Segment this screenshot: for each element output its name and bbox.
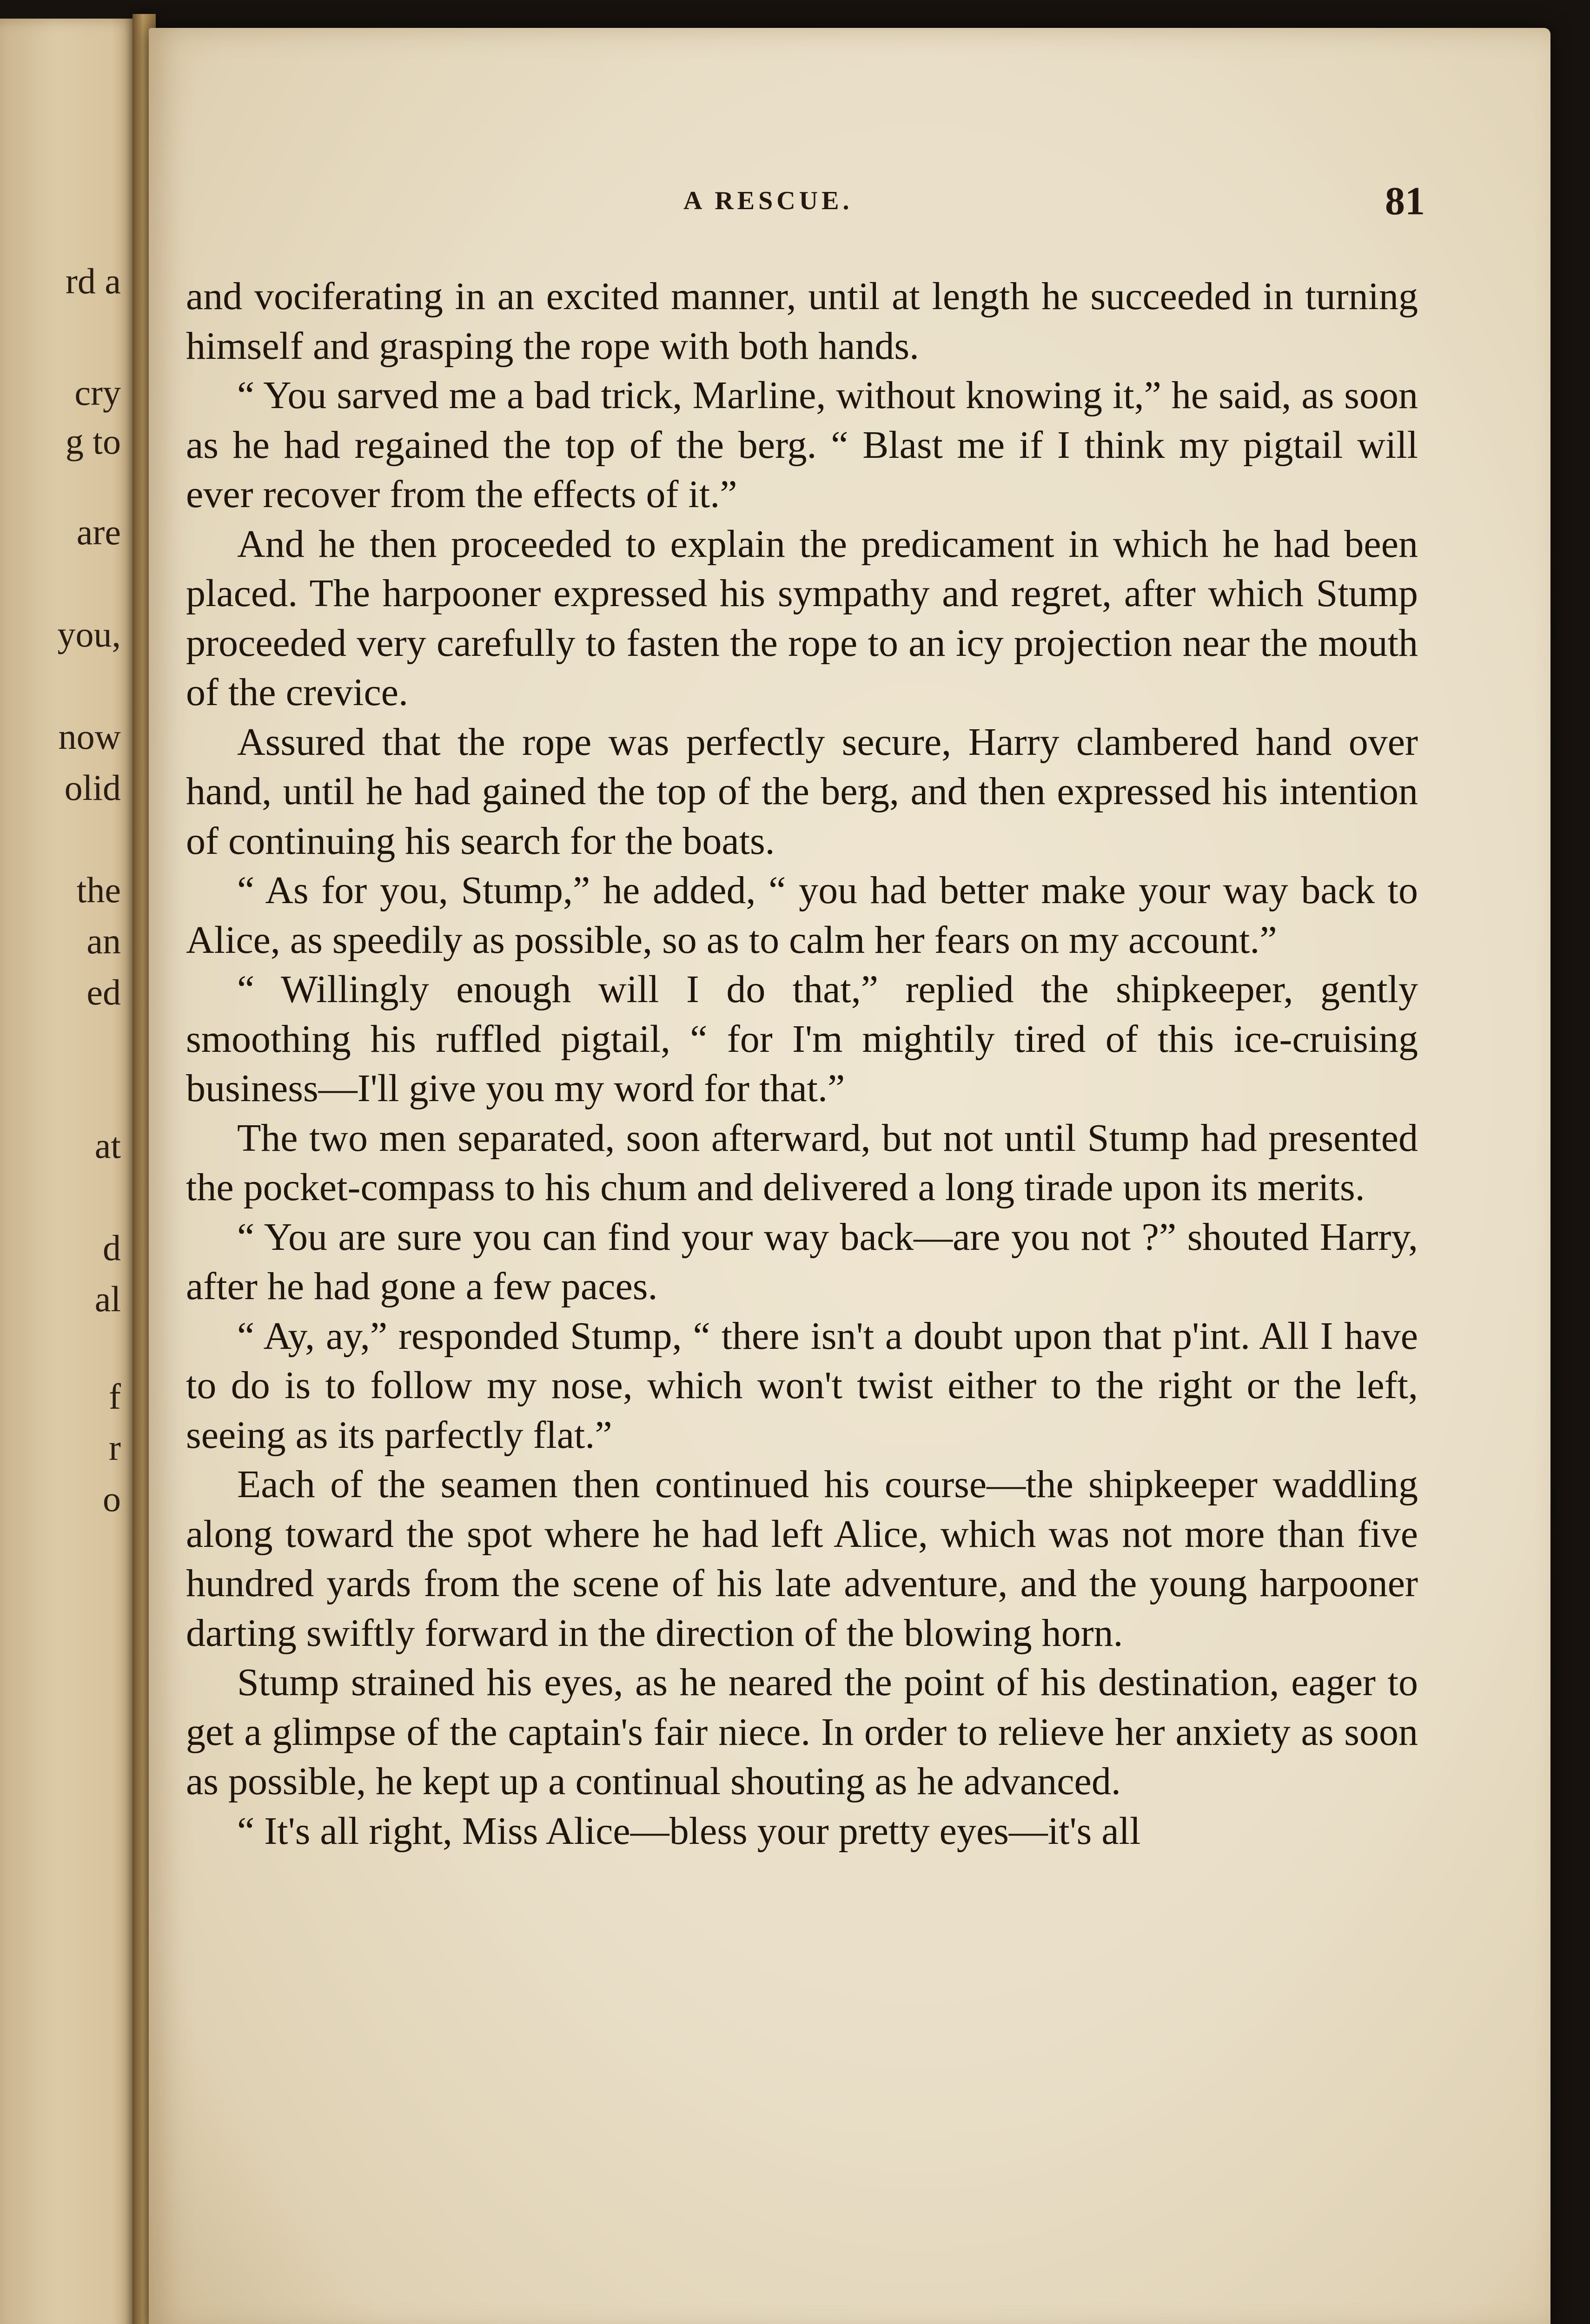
previous-page-fragment: d	[103, 1228, 121, 1268]
previous-page-fragment: are	[76, 512, 121, 552]
paragraph: Stump strained his eyes, as he neared the point of his destination, eager to get a glimpse of the captain's fair niece. In order to relieve her anxiety as soon as possible, he kept up a continual shouting as he advanced.	[186, 1661, 1418, 1803]
previous-page-fragment: o	[103, 1479, 121, 1519]
previous-page-fragment: olid	[64, 767, 121, 808]
previous-page-fragment: an	[86, 921, 121, 961]
paragraph: “ Ay, ay,” responded Stump, “ there isn't a doubt upon that p'int. All I have to do is to follow my nose, which won't twist either to the right or the left, seeing as its parfectly flat.”	[186, 1314, 1418, 1457]
running-head	[149, 178, 1550, 232]
page-number: 81	[1385, 178, 1425, 223]
previous-page-edge	[0, 19, 139, 2324]
paragraph: “ As for you, Stump,” he added, “ you had better make your way back to Alice, as speedily as possible, so as to calm her fears on my account.”	[186, 869, 1418, 962]
body-text	[186, 272, 1418, 1856]
paragraph: And he then proceeded to explain the predicament in which he had been placed. The harpooner expressed his sympathy and regret, after which Stump proceeded very carefully to fasten the rope to an icy projection near the mouth of the crevice.	[186, 522, 1418, 714]
book-page	[149, 28, 1550, 2324]
previous-page-fragment: now	[58, 716, 121, 757]
paragraph: “ It's all right, Miss Alice—bless your pretty eyes—it's all	[237, 1809, 1141, 1853]
previous-page-fragment: at	[94, 1125, 121, 1166]
paragraph: “ Willingly enough will I do that,” replied the shipkeeper, gently smoothing his ruffled pigtail, “ for I'm mightily tired of this ice-cruising business—I'll give you my word for that.”	[186, 968, 1418, 1110]
paragraph: and vociferating in an excited manner, until at length he succeeded in turning himself and grasping the rope with both hands.	[186, 275, 1418, 368]
previous-page-fragment: g to	[65, 421, 121, 462]
previous-page-fragment: cry	[74, 372, 121, 413]
previous-page-fragment: f	[109, 1376, 121, 1417]
previous-page-fragment: rd a	[65, 261, 121, 301]
paragraph: The two men separated, soon afterward, but not until Stump had presented the pocket-compass to his chum and delivered a long tirade upon its merits.	[186, 1116, 1418, 1209]
previous-page-fragment: the	[76, 870, 121, 910]
paragraph: Assured that the rope was perfectly secure, Harry clambered hand over hand, until he had gained the top of the berg, and then expressed his intention of continuing his search for the boats.	[186, 720, 1418, 863]
paragraph: “ You sarved me a bad trick, Marline, without knowing it,” he said, as soon as he had regained the top of the berg. “ Blast me if I think my pigtail will ever recover from the effects of it.”	[186, 374, 1418, 516]
paragraph: “ You are sure you can find your way back—are you not ?” shouted Harry, after he had gone a few paces.	[186, 1215, 1418, 1308]
previous-page-fragment: ed	[86, 972, 121, 1012]
previous-page-fragment: r	[109, 1427, 121, 1468]
previous-page-fragment: al	[94, 1279, 121, 1319]
previous-page-fragment: you,	[57, 614, 121, 654]
paragraph: Each of the seamen then continued his course—the shipkeeper waddling along toward the spot where he had left Alice, which was not more than five hundred yards from the scene of his late adventure, and the young harpooner darting swiftly forward in the direction of the blowing horn.	[186, 1463, 1418, 1655]
chapter-title: A RESCUE.	[683, 186, 853, 215]
